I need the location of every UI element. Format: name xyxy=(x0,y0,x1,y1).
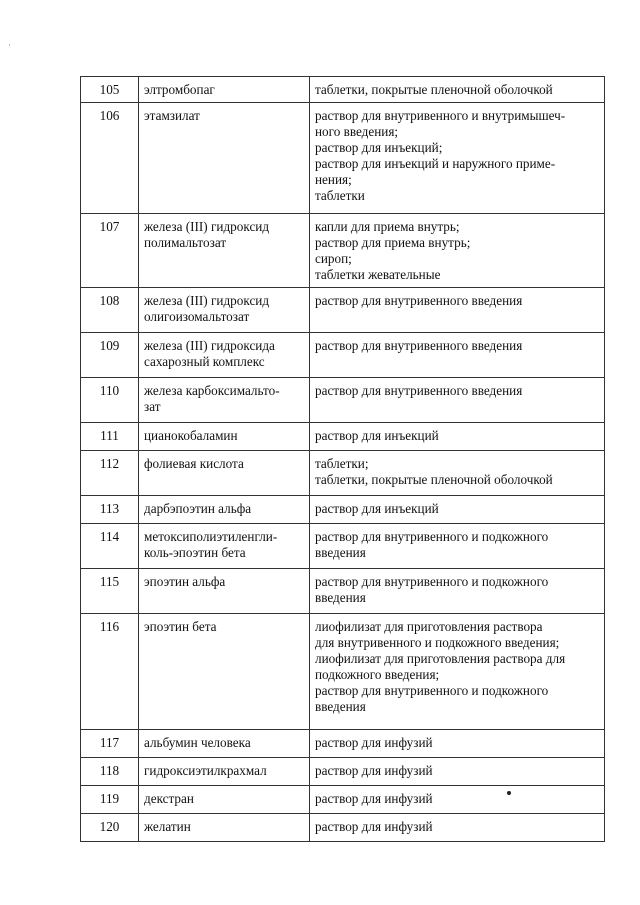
dosage-form-line: таблетки xyxy=(315,188,365,203)
dosage-form-cell xyxy=(310,730,605,758)
drug-name-line: метоксиполиэтиленгли- xyxy=(144,529,278,544)
dosage-form-cell xyxy=(310,786,605,814)
drug-name-cell xyxy=(139,77,310,103)
dosage-form-line: раствор для приема внутрь; xyxy=(315,235,471,250)
row-number: 107 xyxy=(81,214,139,288)
row-number: 117 xyxy=(81,730,139,758)
dosage-form-line: раствор для инъекций xyxy=(315,428,439,443)
dosage-form-line: раствор для инъекций и наружного приме- xyxy=(315,156,556,171)
dosage-form-line: раствор для внутривенного и внутримышеч- xyxy=(315,108,566,123)
row-number: 114 xyxy=(81,524,139,569)
dosage-form-line: раствор для внутривенного и подкожного xyxy=(315,574,549,589)
row-number: 105 xyxy=(81,77,139,103)
dosage-form-line: лиофилизат для приготовления раствора xyxy=(315,619,543,634)
drug-name-line: коль-эпоэтин бета xyxy=(144,545,246,560)
drug-name-line: полимальтозат xyxy=(144,235,227,250)
drug-name-line: альбумин человека xyxy=(144,735,251,750)
dosage-form-cell xyxy=(310,103,605,214)
drug-name-cell xyxy=(139,378,310,423)
drug-name-line: фолиевая кислота xyxy=(144,456,244,471)
row-number: 111 xyxy=(81,423,139,451)
table-row xyxy=(81,103,605,214)
row-number: 110 xyxy=(81,378,139,423)
dosage-form-line: раствор для инъекций xyxy=(315,501,439,516)
dosage-form-line: капли для приема внутрь; xyxy=(315,219,460,234)
dosage-form-cell xyxy=(310,814,605,842)
dosage-form-cell xyxy=(310,423,605,451)
dosage-form-cell xyxy=(310,214,605,288)
drug-name-cell xyxy=(139,814,310,842)
drug-name-line: дарбэпоэтин альфа xyxy=(144,501,252,516)
row-number: 118 xyxy=(81,758,139,786)
row-number: 112 xyxy=(81,451,139,496)
dosage-form-line: раствор для инфузий xyxy=(315,735,433,750)
dosage-form-cell xyxy=(310,288,605,333)
row-number: 109 xyxy=(81,333,139,378)
table-row xyxy=(81,614,605,730)
drug-name-line: железа (III) гидроксид xyxy=(144,219,270,234)
row-number: 115 xyxy=(81,569,139,614)
drug-name-line: железа карбоксимальто- xyxy=(144,383,280,398)
row-number: 119 xyxy=(81,786,139,814)
table-row xyxy=(81,423,605,451)
dosage-form-cell xyxy=(310,758,605,786)
drug-name-cell xyxy=(139,423,310,451)
drug-name-line: гидроксиэтилкрахмал xyxy=(144,763,267,778)
row-number: 108 xyxy=(81,288,139,333)
dosage-form-line: введения xyxy=(315,699,366,714)
drug-name-cell xyxy=(139,569,310,614)
drug-name-line: сахарозный комплекс xyxy=(144,354,265,369)
dosage-form-cell xyxy=(310,496,605,524)
dosage-form-line: раствор для инфузий xyxy=(315,819,433,834)
dosage-form-line: сироп; xyxy=(315,251,352,266)
table-row xyxy=(81,288,605,333)
drug-name-line: олигоизомальтозат xyxy=(144,309,250,324)
drug-name-cell xyxy=(139,214,310,288)
dosage-form-cell xyxy=(310,569,605,614)
drug-name-cell xyxy=(139,333,310,378)
drug-table-body xyxy=(81,77,605,842)
drug-name-line: желатин xyxy=(144,819,191,834)
drug-name-line: эпоэтин альфа xyxy=(144,574,226,589)
dosage-form-line: раствор для внутривенного и подкожного xyxy=(315,529,549,544)
table-row xyxy=(81,786,605,814)
dosage-form-line: раствор для внутривенного введения xyxy=(315,383,523,398)
dosage-form-cell xyxy=(310,614,605,730)
drug-name-cell xyxy=(139,288,310,333)
row-number: 106 xyxy=(81,103,139,214)
dosage-form-line: раствор для внутривенного введения xyxy=(315,338,523,353)
scan-speck xyxy=(9,44,10,46)
scan-dot xyxy=(507,791,511,795)
dosage-form-line: нения; xyxy=(315,172,352,187)
drug-name-cell xyxy=(139,451,310,496)
dosage-form-cell xyxy=(310,524,605,569)
dosage-form-cell xyxy=(310,451,605,496)
table-row xyxy=(81,77,605,103)
drug-name-cell xyxy=(139,786,310,814)
table-row xyxy=(81,451,605,496)
drug-name-line: зат xyxy=(144,399,161,414)
row-number: 116 xyxy=(81,614,139,730)
drug-name-line: декстран xyxy=(144,791,194,806)
table-row xyxy=(81,378,605,423)
table-row xyxy=(81,333,605,378)
drug-name-cell xyxy=(139,496,310,524)
drug-name-cell xyxy=(139,758,310,786)
dosage-form-line: подкожного введения; xyxy=(315,667,440,682)
dosage-form-line: введения xyxy=(315,590,366,605)
dosage-form-line: лиофилизат для приготовления раствора для xyxy=(315,651,566,666)
dosage-form-line: таблетки, покрытые пленочной оболочкой xyxy=(315,82,553,97)
table-row xyxy=(81,524,605,569)
drug-name-line: железа (III) гидроксида xyxy=(144,338,275,353)
table-row xyxy=(81,214,605,288)
dosage-form-line: ного введения; xyxy=(315,124,399,139)
drug-name-cell xyxy=(139,103,310,214)
dosage-form-cell xyxy=(310,378,605,423)
dosage-form-line: раствор для внутривенного введения xyxy=(315,293,523,308)
table-row xyxy=(81,758,605,786)
dosage-form-line: раствор для инъекций; xyxy=(315,140,443,155)
dosage-form-line: введения xyxy=(315,545,366,560)
drug-name-line: эпоэтин бета xyxy=(144,619,217,634)
table-row xyxy=(81,569,605,614)
dosage-form-cell xyxy=(310,333,605,378)
row-number: 113 xyxy=(81,496,139,524)
dosage-form-line: раствор для инфузий xyxy=(315,791,433,806)
dosage-form-line: таблетки жевательные xyxy=(315,267,441,282)
table-row xyxy=(81,496,605,524)
table-row xyxy=(81,814,605,842)
dosage-form-line: раствор для внутривенного и подкожного xyxy=(315,683,549,698)
dosage-form-line: таблетки; xyxy=(315,456,369,471)
drug-name-cell xyxy=(139,614,310,730)
drug-name-cell xyxy=(139,730,310,758)
dosage-form-line: таблетки, покрытые пленочной оболочкой xyxy=(315,472,553,487)
drug-name-cell xyxy=(139,524,310,569)
row-number: 120 xyxy=(81,814,139,842)
drug-name-line: цианокобаламин xyxy=(144,428,238,443)
dosage-form-line: для внутривенного и подкожного введения; xyxy=(315,635,560,650)
drug-name-line: этамзилат xyxy=(144,108,200,123)
drug-name-line: железа (III) гидроксид xyxy=(144,293,270,308)
dosage-form-cell xyxy=(310,77,605,103)
drug-name-line: элтромбопаг xyxy=(144,82,215,97)
table-row xyxy=(81,730,605,758)
dosage-form-line: раствор для инфузий xyxy=(315,763,433,778)
drug-table xyxy=(80,76,605,842)
